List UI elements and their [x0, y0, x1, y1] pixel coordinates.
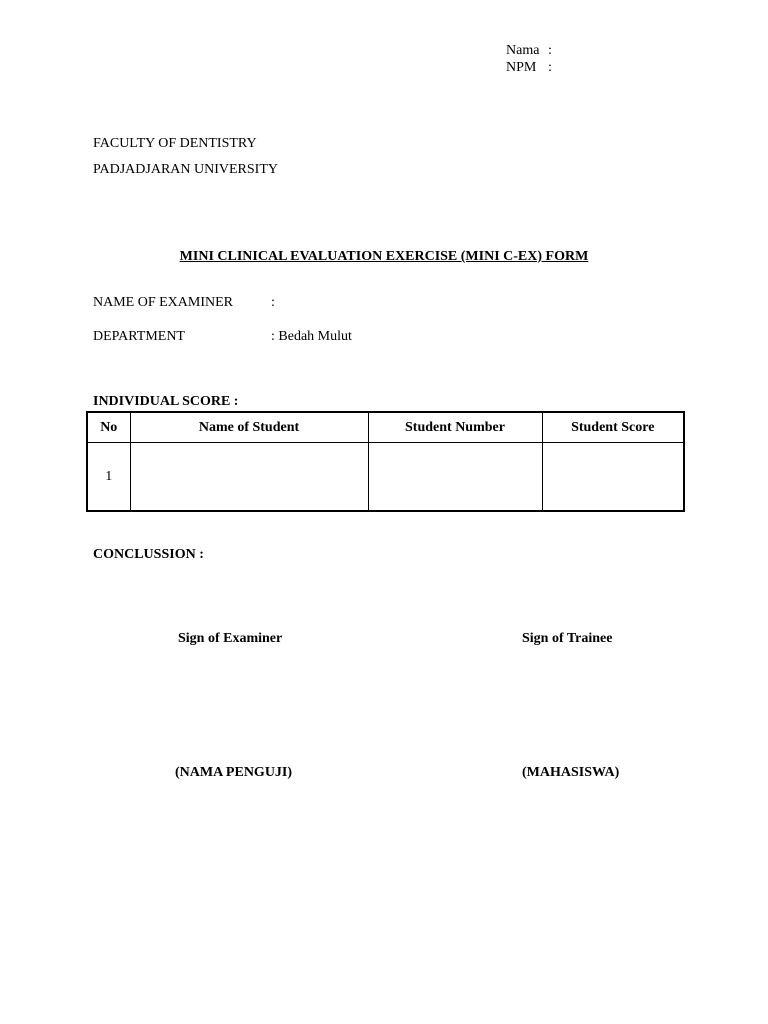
score-table — [86, 411, 685, 512]
department-value: : Bedah Mulut — [271, 329, 352, 344]
cell-student-number[interactable] — [368, 443, 542, 512]
conclusion-heading: CONCLUSSION : — [93, 547, 204, 562]
examiner-name-placeholder: (NAMA PENGUJI) — [175, 765, 293, 780]
examiner-field — [93, 294, 275, 312]
column-header-no: No — [87, 412, 130, 443]
npm-separator: : — [548, 60, 552, 75]
column-header-number: Student Number — [368, 412, 542, 443]
cell-no: 1 — [87, 443, 130, 512]
nama-row — [506, 42, 552, 59]
nama-separator: : — [548, 43, 552, 58]
identity-block — [506, 42, 552, 76]
cell-student-score[interactable] — [542, 443, 684, 512]
institution-block — [93, 131, 278, 183]
npm-label: NPM — [506, 60, 537, 75]
examiner-label: NAME OF EXAMINER — [93, 295, 233, 310]
university-name: PADJADJARAN UNIVERSITY — [93, 162, 279, 177]
form-title: MINI CLINICAL EVALUATION EXERCISE (MINI C-EX) FORM — [179, 249, 589, 264]
individual-score-heading: INDIVIDUAL SCORE : — [93, 394, 239, 409]
examiner-value: : — [271, 295, 275, 310]
npm-row — [506, 59, 552, 76]
table-row — [87, 443, 684, 512]
cell-student-name[interactable] — [130, 443, 368, 512]
nama-label: Nama — [506, 43, 540, 58]
trainee-sign-title: Sign of Trainee — [522, 631, 613, 646]
column-header-score: Student Score — [542, 412, 684, 443]
column-header-name: Name of Student — [130, 412, 368, 443]
examiner-sign-title: Sign of Examiner — [178, 631, 283, 646]
trainee-name-placeholder: (MAHASISWA) — [522, 765, 620, 780]
table-header-row — [87, 412, 684, 443]
department-label: DEPARTMENT — [93, 329, 185, 344]
department-field — [93, 328, 352, 346]
faculty-name: FACULTY OF DENTISTRY — [93, 136, 257, 151]
